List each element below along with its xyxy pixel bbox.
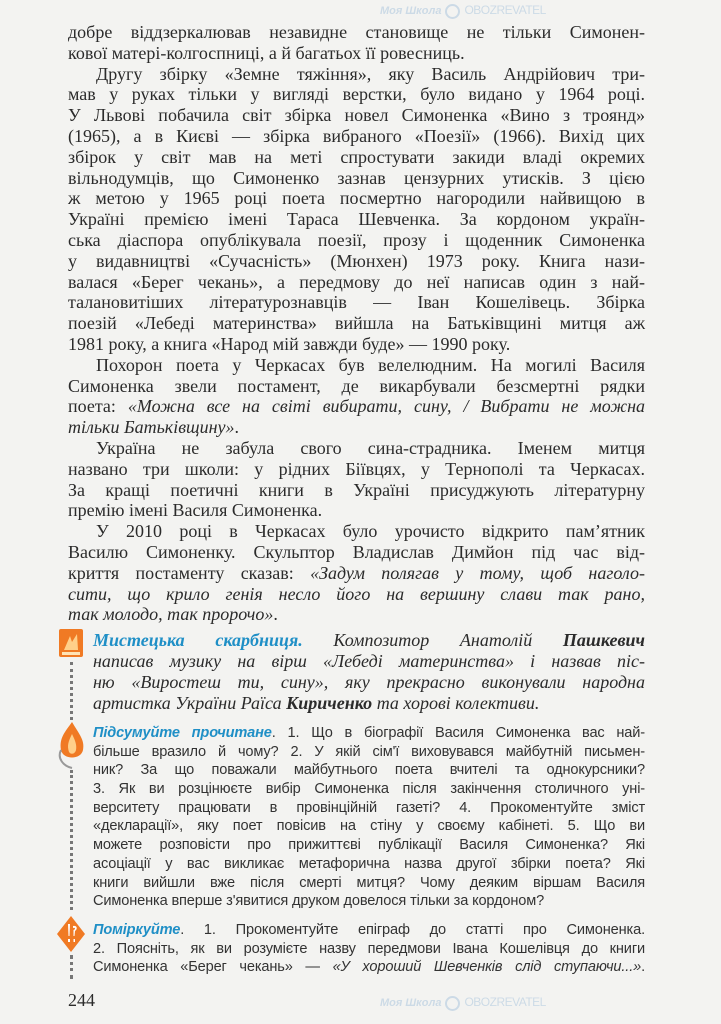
text-line xyxy=(68,396,645,417)
text-segment: більше вразило й чому? 2. У якій сім'ї виховувався майбутній письмен- xyxy=(93,743,645,760)
text-line xyxy=(93,630,645,651)
text-line xyxy=(68,105,645,126)
main-text xyxy=(68,22,645,625)
text-segment: «Можна все на світі вибирати, сину, / Вибрати не можна xyxy=(127,396,645,417)
text-segment: Другу збірку «Земне тяжіння», яку Василь Андрійович три- xyxy=(96,63,645,84)
text-segment: Похорон поета у Черкасах був велелюдним. На могилі Василя xyxy=(96,354,645,375)
text-line xyxy=(93,651,645,672)
text-line xyxy=(93,958,645,977)
dotted-margin-line xyxy=(70,770,73,910)
text-segment: . 1. Прокоментуйте епіграф до статті про Симоненка. xyxy=(180,922,645,938)
text-segment: валася «Берег чекань», а передмову до неї написав один з най- xyxy=(68,271,645,292)
watermark-logo-icon xyxy=(445,4,460,19)
text-line xyxy=(68,521,645,542)
text-segment: талановитіших літературознавців — Іван Кошелівець. Збірка xyxy=(68,292,645,313)
text-segment: поета: xyxy=(68,396,128,417)
text-line xyxy=(93,892,645,911)
text-segment: криття постаменту сказав: xyxy=(68,562,311,583)
text-line xyxy=(93,780,645,799)
text-line xyxy=(68,376,645,397)
art-treasury-block xyxy=(93,630,645,714)
text-segment: ж метою у 1965 році поета посмертно нагородили найвищою в xyxy=(68,188,645,209)
text-line xyxy=(93,761,645,780)
text-segment: 1981 року, а книга «Народ мій завжди буде» — 1990 року. xyxy=(68,333,511,354)
think-questions xyxy=(93,921,645,977)
text-line xyxy=(68,84,645,105)
summary-flame-icon xyxy=(55,720,89,775)
text-line xyxy=(68,64,645,85)
section-heading: Мистецька скарбниця. xyxy=(93,630,303,650)
text-line xyxy=(93,817,645,836)
text-segment: Симоненка вперше з'явитися друком довелося тільки за кордоном? xyxy=(93,893,545,910)
text-segment: артистка України Раїса xyxy=(93,693,287,713)
text-segment: збірок у світ мав на меті спростувати закиди владі окремих xyxy=(68,146,645,167)
text-segment: За кращі поетичні книги в Україні присуджують літературну xyxy=(68,479,645,500)
text-line xyxy=(68,500,645,521)
text-segment: поезій «Лебеді материнства» вийшла на Батьківщині митця аж xyxy=(68,313,645,334)
text-segment: 2. Поясніть, як ви розумієте назву передмови Івана Кошелівця до книги xyxy=(93,940,645,957)
art-treasury-icon xyxy=(58,626,86,665)
watermark-brand: Моя Школа xyxy=(380,997,442,1009)
watermark xyxy=(380,2,546,19)
watermark-brand: OBOZREVATEL xyxy=(464,995,546,1009)
text-line xyxy=(93,921,645,940)
text-segment: мав у руках тільки у вигляді верстки, було видано у 1964 році. xyxy=(68,84,645,105)
text-line xyxy=(93,693,645,714)
text-line xyxy=(68,584,645,605)
text-line xyxy=(68,272,645,293)
text-line xyxy=(68,417,645,438)
text-line xyxy=(68,355,645,376)
text-line xyxy=(68,438,645,459)
text-segment: Симоненка «Берег чекань» — xyxy=(93,959,333,976)
text-segment: Пашкевич xyxy=(562,630,645,650)
dotted-margin-line xyxy=(70,662,73,720)
text-segment: добре віддзеркалював незавидне становище не тільки Симонен- xyxy=(68,22,645,42)
text-line xyxy=(68,168,645,189)
text-segment: премію імені Василя Симоненка. xyxy=(68,500,323,521)
text-segment: ню «Виростеш ти, сину», яку прекрасно виконували народна xyxy=(93,672,645,692)
text-line xyxy=(68,147,645,168)
text-line xyxy=(68,292,645,313)
text-line xyxy=(68,459,645,480)
text-segment: можете розповісти про прижиттєві публікації Василя Симоненка? Які xyxy=(93,837,645,854)
watermark-logo-icon xyxy=(445,996,460,1011)
text-line xyxy=(93,743,645,762)
text-line xyxy=(68,251,645,272)
text-segment: названо три школи: у рідних Біївцях, у Тернополі та Черкасах. xyxy=(68,458,645,479)
text-segment: Симоненка звели постамент, де викарбували безсмертні рядки xyxy=(68,375,645,396)
text-segment: ська діаспора опублікувала поезії, прозу і щоденник Симоненка xyxy=(68,229,645,250)
text-segment: 3. Як ви розцінюєте вибір Симоненка після закінчення столичного уні- xyxy=(93,781,645,798)
text-line xyxy=(68,230,645,251)
text-segment: та хорові колективи. xyxy=(372,693,540,713)
text-segment: Кириченко xyxy=(286,693,373,713)
text-line xyxy=(68,563,645,584)
text-segment: так молодо, так пророчо» xyxy=(68,604,274,625)
watermark-brand: Моя Школа xyxy=(380,5,442,17)
text-segment: «У хороший Шевченків слід ступаючи...» xyxy=(332,959,642,976)
page-number: 244 xyxy=(68,990,95,1010)
section-heading: Підсумуйте прочитане xyxy=(93,725,272,741)
watermark xyxy=(380,994,546,1011)
text-segment: «декларації», яку поет повісив на стіну у своєму кабінеті. 5. Що ви xyxy=(93,818,645,835)
text-segment: У 2010 році в Черкасах було урочисто відкрито пам’ятник xyxy=(96,521,645,542)
text-segment: ник? За що поважали майбутнього поета вчителі та однокурсники? xyxy=(93,762,645,779)
text-segment: . xyxy=(641,959,645,976)
text-segment: верситету працювати в провінційній газеті? 4. Прокоментуйте зміст xyxy=(93,799,645,816)
text-line xyxy=(93,724,645,743)
text-segment: У Львові побачила світ збірка новел Симоненка «Вино з троянд» xyxy=(68,105,645,126)
text-line xyxy=(93,672,645,693)
text-line xyxy=(68,126,645,147)
text-segment: . xyxy=(234,417,240,438)
text-line xyxy=(93,940,645,959)
text-segment: . 1. Що в біографії Василя Симоненка вас най- xyxy=(271,725,645,741)
text-segment: . xyxy=(273,604,278,625)
text-segment: Василю Симоненку. Скульптор Владислав Димйон під час від- xyxy=(68,541,645,562)
summary-questions xyxy=(93,724,645,911)
text-segment: (1965), а в Києві — збірка вибраного «Поезії» (1966). Вихід цих xyxy=(68,125,645,146)
text-segment: тільки Батьківщину» xyxy=(68,417,235,438)
text-line xyxy=(93,874,645,893)
text-line xyxy=(93,799,645,818)
section-heading: Поміркуйте xyxy=(93,922,181,938)
text-line xyxy=(68,43,645,64)
text-segment: асоціації у вас викликає метафорична назва другої збірки поета? Які xyxy=(93,855,645,872)
text-segment: Україна не забула свого сина-страдника. Іменем митця xyxy=(96,437,645,458)
text-line xyxy=(68,209,645,230)
text-segment: у видавництві «Сучасність» (Мюнхен) 1973 року. Книга нази- xyxy=(68,250,645,271)
text-segment: Композитор Анатолій xyxy=(302,630,563,650)
text-line xyxy=(68,334,645,355)
text-line xyxy=(68,313,645,334)
text-line xyxy=(68,480,645,501)
text-segment: вільнодумців, що Симоненко зазнав цензурних утисків. З цією xyxy=(68,167,645,188)
text-segment: сити, що крило генія несло його на вершину слави так рано, xyxy=(68,583,645,604)
text-segment: «Задум полягав у тому, щоб наголо- xyxy=(310,562,645,583)
text-segment: Україні премією імені Тараса Шевченка. За кордоном україн- xyxy=(68,209,645,230)
text-segment: кової матері-колгоспниці, а й багатьох її ровесниць. xyxy=(68,42,465,63)
watermark-brand: OBOZREVATEL xyxy=(464,3,546,17)
text-line xyxy=(68,604,645,625)
text-segment: написав музику на вірш «Лебеді материнства» і назвав піс- xyxy=(93,651,645,671)
text-line xyxy=(93,855,645,874)
text-line xyxy=(68,22,645,43)
text-segment: книги вийшли вже після смерті митця? Чому деяким віршам Василя xyxy=(93,874,645,891)
think-diamond-icon xyxy=(55,914,87,959)
text-line xyxy=(93,836,645,855)
text-line xyxy=(68,188,645,209)
text-line xyxy=(68,542,645,563)
